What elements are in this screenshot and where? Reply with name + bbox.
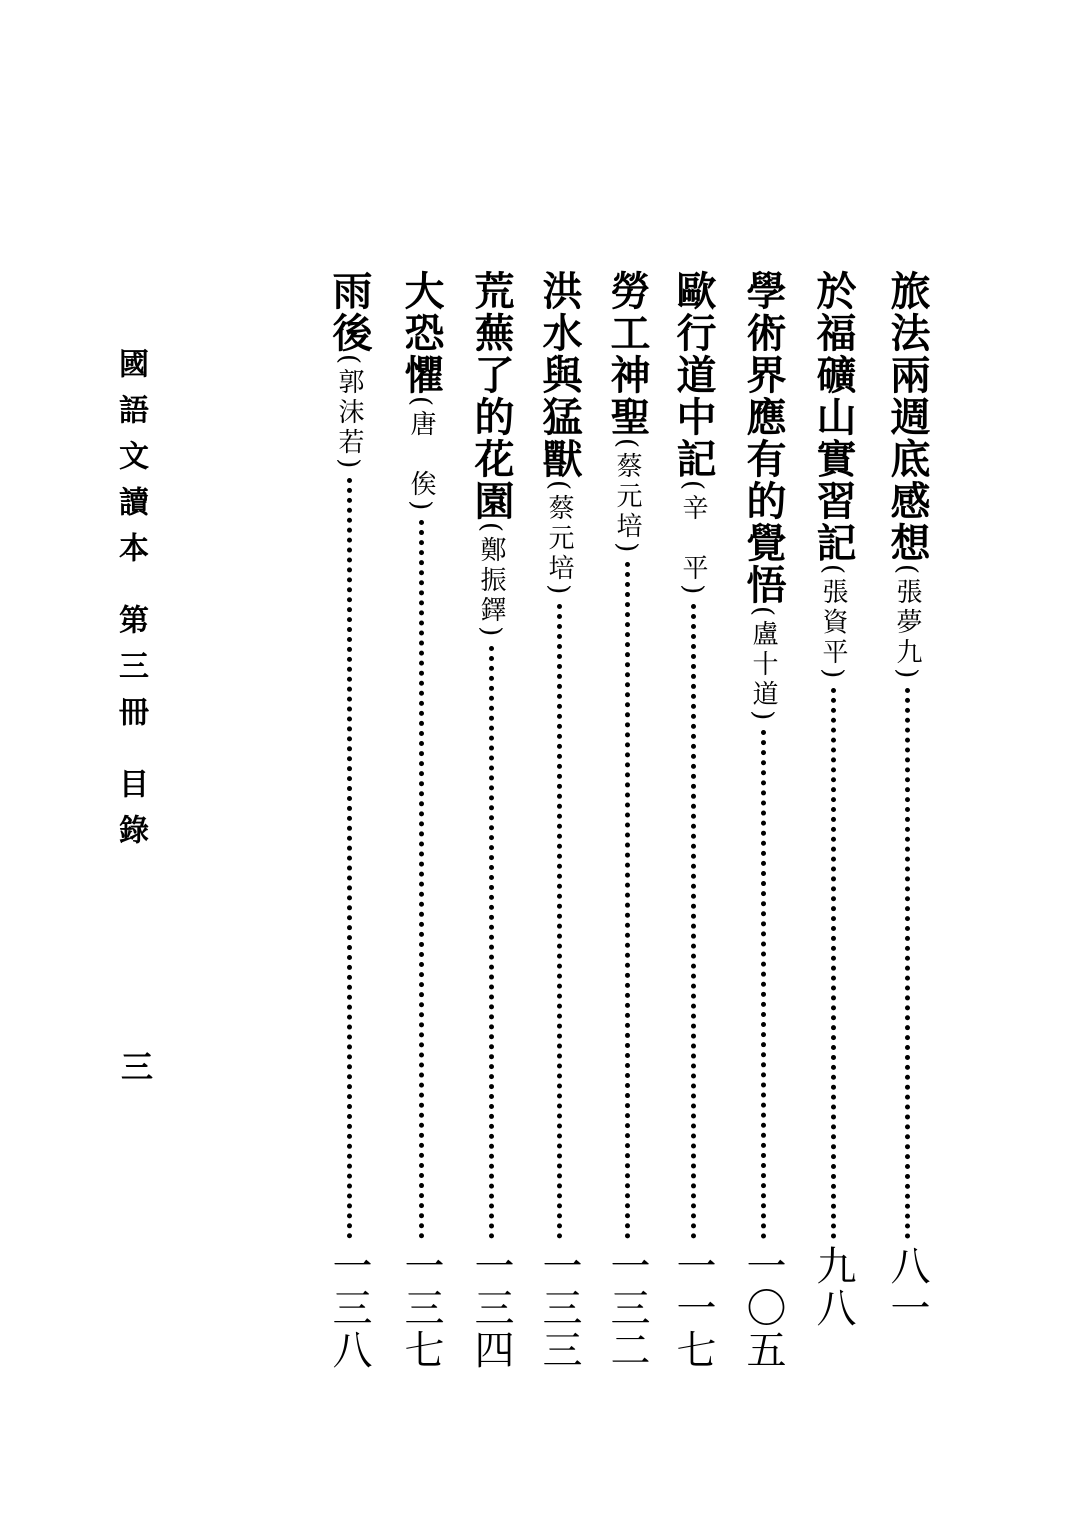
entry-page-number: 一一七 bbox=[670, 1245, 716, 1371]
dot-leader bbox=[761, 730, 766, 1239]
entry-title: 勞工神聖 bbox=[604, 270, 651, 438]
dot-leader bbox=[625, 562, 630, 1239]
section-label: 目錄 bbox=[113, 768, 148, 860]
toc-entry[interactable] bbox=[670, 270, 716, 1385]
entry-page-number: 一三七 bbox=[398, 1245, 444, 1371]
entry-title: 大恐懼 bbox=[398, 270, 445, 396]
entry-author: (盧十道) bbox=[748, 606, 778, 725]
entry-title: 學術界應有的覺悟 bbox=[740, 270, 787, 606]
entry-author: (張夢九) bbox=[892, 564, 922, 683]
entry-title: 歐行道中記 bbox=[670, 270, 717, 480]
entry-title: 旅法兩週底感想 bbox=[884, 270, 931, 564]
dot-leader bbox=[489, 646, 494, 1239]
entry-page-number: 一三三 bbox=[536, 1245, 582, 1371]
entry-author: (郭沫若) bbox=[334, 354, 364, 473]
entry-author: (辛 平) bbox=[678, 480, 708, 599]
toc-entry[interactable] bbox=[604, 270, 650, 1385]
volume-label: 第三冊 bbox=[113, 604, 148, 742]
toc-entry[interactable] bbox=[536, 270, 582, 1385]
entry-title: 荒蕪了的花園 bbox=[468, 270, 515, 522]
entry-author: (蔡元培) bbox=[612, 438, 642, 557]
dot-leader bbox=[691, 604, 696, 1239]
toc-entry[interactable] bbox=[326, 270, 372, 1385]
dot-leader bbox=[419, 520, 424, 1239]
entry-page-number: 一〇五 bbox=[740, 1245, 786, 1371]
toc-entry[interactable] bbox=[884, 270, 930, 1385]
entry-author: (張資平) bbox=[818, 564, 848, 683]
entry-author: (鄭振鐸) bbox=[476, 522, 506, 641]
book-title: 國語文讀本 bbox=[113, 348, 148, 578]
dot-leader bbox=[831, 688, 836, 1239]
entry-title: 於福礦山實習記 bbox=[810, 270, 857, 564]
page-number: 三 bbox=[116, 1050, 154, 1082]
dot-leader bbox=[347, 478, 352, 1239]
running-header bbox=[108, 348, 152, 860]
dot-leader bbox=[905, 688, 910, 1239]
entry-page-number: 九八 bbox=[810, 1245, 856, 1329]
dot-leader bbox=[557, 604, 562, 1239]
entry-title: 洪水與猛獸 bbox=[536, 270, 583, 480]
entry-title: 雨後 bbox=[326, 270, 373, 354]
entry-author: (唐 俟) bbox=[406, 396, 436, 515]
entry-page-number: 八一 bbox=[884, 1245, 930, 1329]
toc-entry[interactable] bbox=[468, 270, 514, 1385]
toc-entry[interactable] bbox=[740, 270, 786, 1385]
toc-entry[interactable] bbox=[810, 270, 856, 1385]
toc-entry[interactable] bbox=[398, 270, 444, 1385]
entry-author: (蔡元培) bbox=[544, 480, 574, 599]
entry-page-number: 一三二 bbox=[604, 1245, 650, 1371]
entry-page-number: 一三八 bbox=[326, 1245, 372, 1371]
entry-page-number: 一三四 bbox=[468, 1245, 514, 1371]
